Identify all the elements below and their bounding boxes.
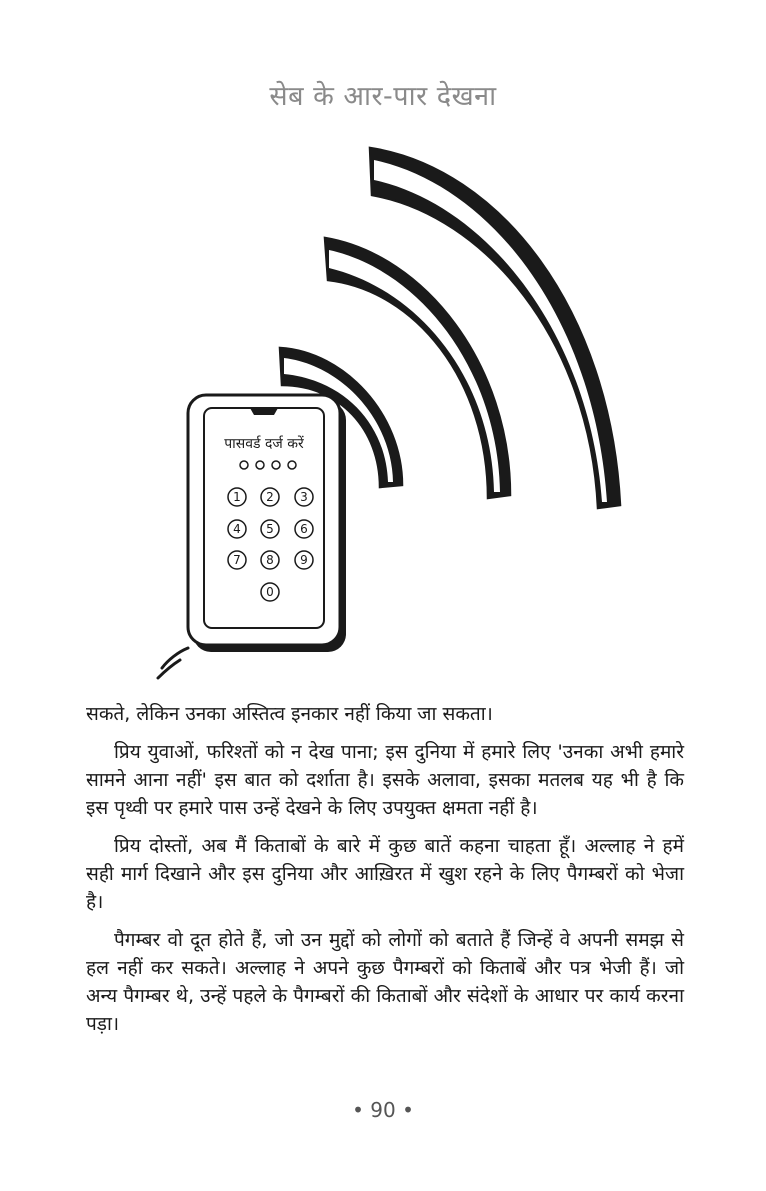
svg-text:4: 4 [233, 522, 241, 536]
signal-wave-medium [325, 238, 510, 498]
phone-signal-illustration [140, 140, 640, 685]
vibration-marks [158, 648, 188, 678]
paragraph-2: प्रिय युवाओं, फरिश्तों को न देख पाना; इस दुनिया में हमारे लिए 'उनका अभी हमारे सामने आना नहीं' इस बात को दर्शाता है। इसके अलावा, इसका मतलब यह भी है कि इस पृथ्वी पर हमारे पास उन्हें देखने के लिए उपयुक्त क्षमता नहीं है। [86, 741, 684, 819]
key-1[interactable] [228, 488, 246, 506]
phone-notch [250, 408, 278, 415]
key-6[interactable] [295, 520, 313, 538]
svg-text:0: 0 [266, 585, 274, 599]
svg-text:5: 5 [266, 522, 274, 536]
key-8[interactable] [261, 551, 279, 569]
key-7[interactable] [228, 551, 246, 569]
svg-text:7: 7 [233, 553, 241, 567]
page-title: सेब के आर-पार देखना [269, 81, 497, 112]
svg-text:6: 6 [300, 522, 308, 536]
svg-text:1: 1 [233, 490, 241, 504]
paragraph-1: सकते, लेकिन उनका अस्तित्व इनकार नहीं किया जा सकता। [86, 703, 493, 725]
svg-text:9: 9 [300, 553, 308, 567]
svg-text:8: 8 [266, 553, 274, 567]
svg-text:2: 2 [266, 490, 274, 504]
key-9[interactable] [295, 551, 313, 569]
paragraph-3: प्रिय दोस्तों, अब मैं किताबों के बारे में कुछ बातें कहना चाहता हूँ। अल्लाह ने हमें सही मार्ग दिखाने और इस दुनिया और आख़िरत में खुश रहने के लिए पैगम्बरों को भेजा है। [86, 835, 684, 913]
key-4[interactable] [228, 520, 246, 538]
phone-prompt: पासवर्ड दर्ज करें [224, 436, 304, 452]
key-5[interactable] [261, 520, 279, 538]
page-number: • 90 • [352, 1098, 414, 1122]
key-2[interactable] [261, 488, 279, 506]
key-0[interactable] [261, 583, 279, 601]
phone [158, 395, 346, 678]
svg-text:3: 3 [300, 490, 308, 504]
body-text [86, 700, 684, 1048]
paragraph-4: पैगम्बर वो दूत होते हैं, जो उन मुद्दों को लोगों को बताते हैं जिन्हें वे अपनी समझ से हल नहीं कर सकते। अल्लाह ने अपने कुछ पैगम्बरों को किताबें और पत्र भेजी हैं। जो अन्य पैगम्बर थे, उन्हें पहले के पैगम्बरों की किताबों और संदेशों के आधार पर कार्य करना पड़ा। [86, 929, 684, 1035]
key-3[interactable] [295, 488, 313, 506]
